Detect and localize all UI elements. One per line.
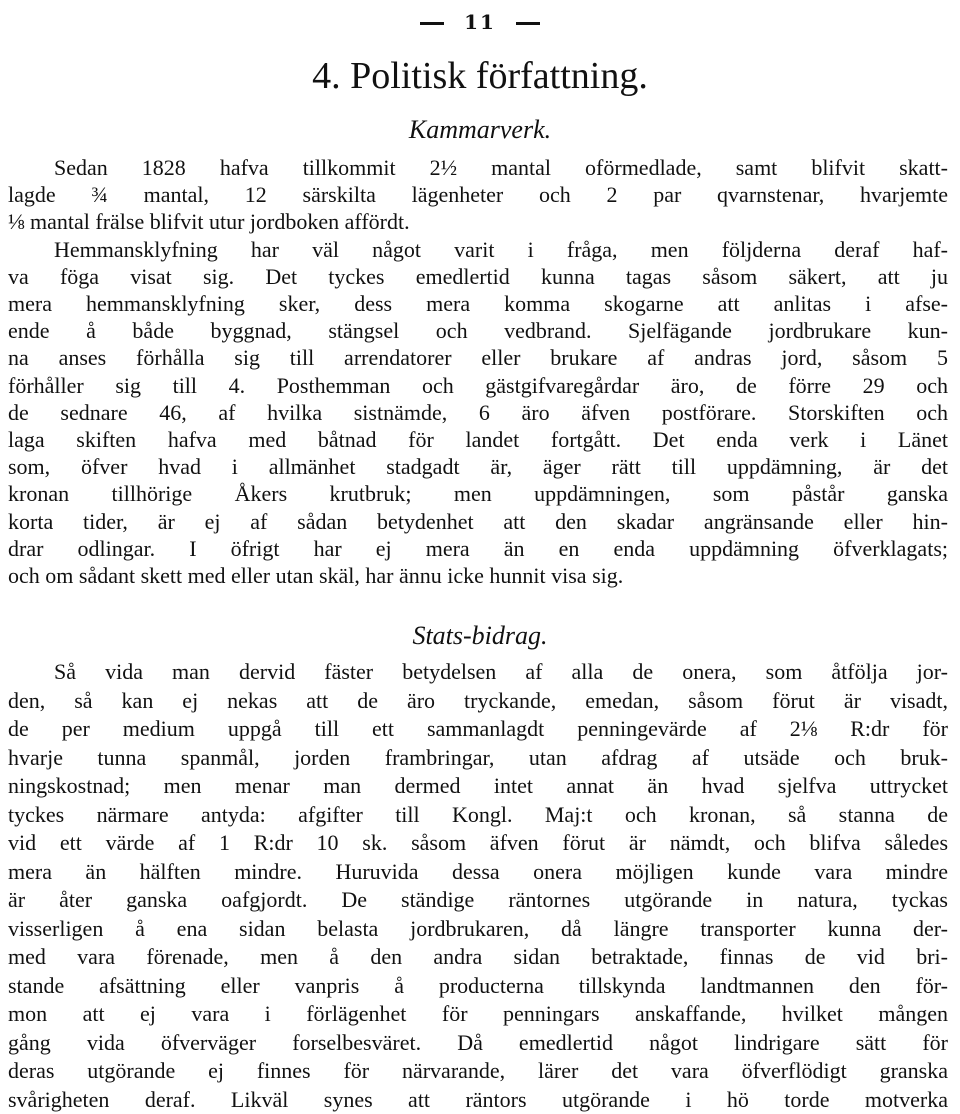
text-line: hvarje tunna spanmål, jorden frambringar, utan afdrag af utsäde och bruk- [8,744,948,773]
kammarverk-text [8,154,948,589]
statsbidrag-heading: Stats-bidrag. [0,620,960,652]
text-line: stande afsättning eller vanpris å producterna tillskynda landtmannen den för- [8,972,948,1001]
text-line: gång vida öfverväger forselbesväret. Då emedlertid något lindrigare sätt för [8,1029,948,1058]
text-line: den, så kan ej nekas att de äro tryckande, emedan, såsom förut är visadt, [8,687,948,716]
text-line: korta tider, är ej af sådan betydenhet att den skadar angränsande eller hin- [8,508,948,535]
text-line: Så vida man dervid fäster betydelsen af alla de onera, som åtfölja jor- [8,658,948,687]
text-line: de sednare 46, af hvilka sistnämde, 6 äro äfven postförare. Storskiften och [8,399,948,426]
page-header [0,10,960,40]
text-line: förhåller sig till 4. Posthemman och gästgifvaregårdar äro, de förre 29 och [8,372,948,399]
text-line: na anses förhålla sig till arrendatorer eller brukare af andras jord, såsom 5 [8,344,948,371]
text-line: lagde ¾ mantal, 12 särskilta lägenheter och 2 par qvarnstenar, hvarjemte [8,181,948,208]
text-line: vid ett värde af 1 R:dr 10 sk. såsom äfven förut är nämdt, och blifva således [8,829,948,858]
header-dash-left [420,22,444,25]
text-line: drar odlingar. I öfrigt har ej mera än en enda uppdämning öfverklagats; [8,535,948,562]
page-number: 11 [464,10,496,34]
text-line: visserligen å ena sidan belasta jordbrukaren, då längre transporter kunna der- [8,915,948,944]
text-line: mera hemmansklyfning sker, dess mera komma skogarne att anlitas i afse- [8,290,948,317]
statsbidrag-text [8,658,948,1114]
text-line: tyckes närmare antyda: afgifter till Kongl. Maj:t och kronan, så stanna de [8,801,948,830]
text-line: ningskostnad; men menar man dermed intet annat än hvad sjelfva uttrycket [8,772,948,801]
text-line: mera än hälften mindre. Huruvida dessa onera möjligen kunde vara mindre [8,858,948,887]
text-line: deras utgörande ej finnes för närvarande, lärer det vara öfverflödigt granska [8,1057,948,1086]
text-line: ende å både byggnad, stängsel och vedbrand. Sjelfägande jordbrukare kun- [8,317,948,344]
text-line: är åter ganska oafgjordt. De ständige räntornes utgörande in natura, tyckas [8,886,948,915]
text-line: de per medium uppgå till ett sammanlagdt penningevärde af 2⅛ R:dr för [8,715,948,744]
kammarverk-heading: Kammarverk. [0,114,960,146]
text-line: Sedan 1828 hafva tillkommit 2½ mantal oförmedlade, samt blifvit skatt- [8,154,948,181]
text-line: mon att ej vara i förlägenhet för penningars anskaffande, hvilket mången [8,1000,948,1029]
text-line: kronan tillhörige Åkers krutbruk; men uppdämningen, som påstår ganska [8,480,948,507]
section-title: 4. Politisk författning. [0,52,960,100]
text-line: som, öfver hvad i allmänhet stadgadt är, äger rätt till uppdämning, är det [8,453,948,480]
header-dash-right [516,22,540,25]
text-line: med vara förenade, men å den andra sidan betraktade, finnas de vid bri- [8,943,948,972]
text-line: svårigheten deraf. Likväl synes att räntors utgörande i hö torde motverka [8,1086,948,1114]
text-line: Hemmansklyfning har väl något varit i fråga, men följderna deraf haf- [8,236,948,263]
text-line: ⅛ mantal frälse blifvit utur jordboken affördt. [8,208,948,235]
text-line: va föga visat sig. Det tyckes emedlertid kunna tagas såsom säkert, att ju [8,263,948,290]
text-line: och om sådant skett med eller utan skäl, har ännu icke hunnit visa sig. [8,562,948,589]
text-line: laga skiften hafva med båtnad för landet fortgått. Det enda verk i Länet [8,426,948,453]
